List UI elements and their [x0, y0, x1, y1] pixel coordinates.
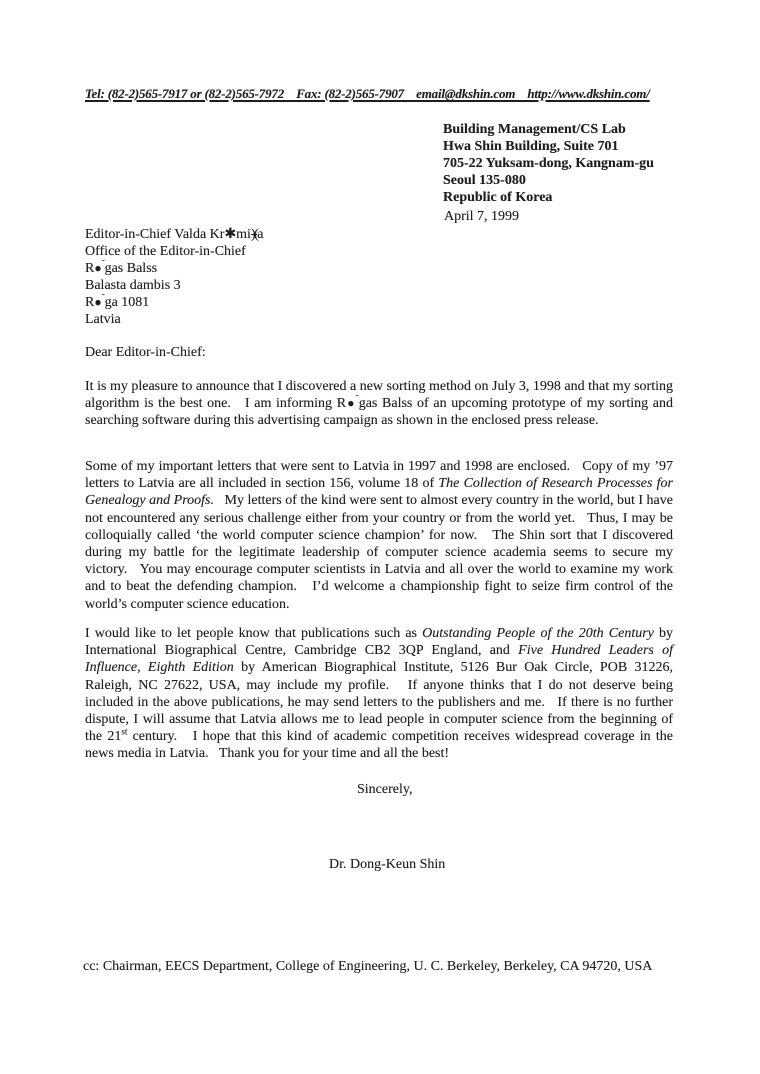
date-line: April 7, 1999: [444, 209, 520, 224]
recipient-address-line: Latvia: [85, 312, 121, 327]
contact-header: Tel: (82-2)565-7917 or (82-2)565-7972 Fax: (82-2)565-7907 email@dkshin.com http://www.dkshin.com/: [85, 86, 650, 101]
salutation: Dear Editor-in-Chief:: [85, 345, 206, 360]
recipient-address-line: Office of the Editor-in-Chief: [85, 244, 246, 259]
recipient-address: [85, 226, 264, 328]
valediction: Sincerely,: [357, 782, 413, 797]
body-paragraph-2: Some of my important letters that were sent to Latvia in 1997 and 1998 are enclosed. Copy of my ’97 letters to Latvia are all included in section 156, volume 18 of The Collection of Research Processes for Genealogy and Proofs. My letters of the kind were sent to almost every country in the world, but I have not encountered any serious challenge either from your country or from the world yet. Thus, I may be colloquially called ‘the world computer science champion’ for now. The Shin sort that I discovered during my battle for the legitimate leadership of computer science academia seems to secure my victory. You may encourage computer scientists in Latvia and all over the world to examine my work and to beat the defending champion. I’d welcome a championship fight to seize firm control of the world’s computer science education.: [85, 459, 673, 612]
sender-address-line: 705-22 Yuksam-dong, Kangnam-gu: [443, 156, 654, 171]
signature-name: Dr. Dong-Keun Shin: [329, 857, 446, 872]
sender-address-line: Building Management/CS Lab: [443, 122, 626, 137]
recipient-address-line: Balasta dambis 3: [85, 278, 181, 293]
body-paragraph-1: It is my pleasure to announce that I discovered a new sorting method on July 3, 1998 and that my sorting algorithm is the best one. I am informing R●˜gas Balss of an upcoming prototype of my sorting and searching software during this advertising campaign as shown in the enclosed press release.: [85, 379, 674, 429]
recipient-address-line: Editor-in-Chief Valda Kr✱mi)(a: [85, 227, 264, 242]
sender-address-line: Seoul 135-080: [443, 173, 526, 188]
sender-address: [443, 121, 654, 206]
body-paragraph-3: I would like to let people know that publications such as Outstanding People of the 20th Century by International Biographical Centre, Cambridge CB2 3QP England, and Five Hundred Leaders of Influence, Eighth Edition by American Biographical Institute, 5126 Bur Oak Circle, POB 31226, Raleigh, NC 27622, USA, may include my profile. If anyone thinks that I do not deserve being included in the above publications, he may send letters to the publishers and me. If there is no further dispute, I will assume that Latvia allows me to lead people in computer science from the beginning of the 21st century. I hope that this kind of academic competition receives widespread coverage in the news media in Latvia. Thank you for your time and all the best!: [85, 626, 674, 762]
sender-address-line: Hwa Shin Building, Suite 701: [443, 139, 619, 154]
cc-line: cc: Chairman, EECS Department, College of Engineering, U. C. Berkeley, Berkeley, CA 94720, USA: [83, 959, 653, 974]
sender-address-line: Republic of Korea: [443, 190, 553, 205]
recipient-address-line: R●˜ga 1081: [85, 292, 150, 310]
recipient-address-line: R●˜gas Balss: [85, 258, 158, 276]
